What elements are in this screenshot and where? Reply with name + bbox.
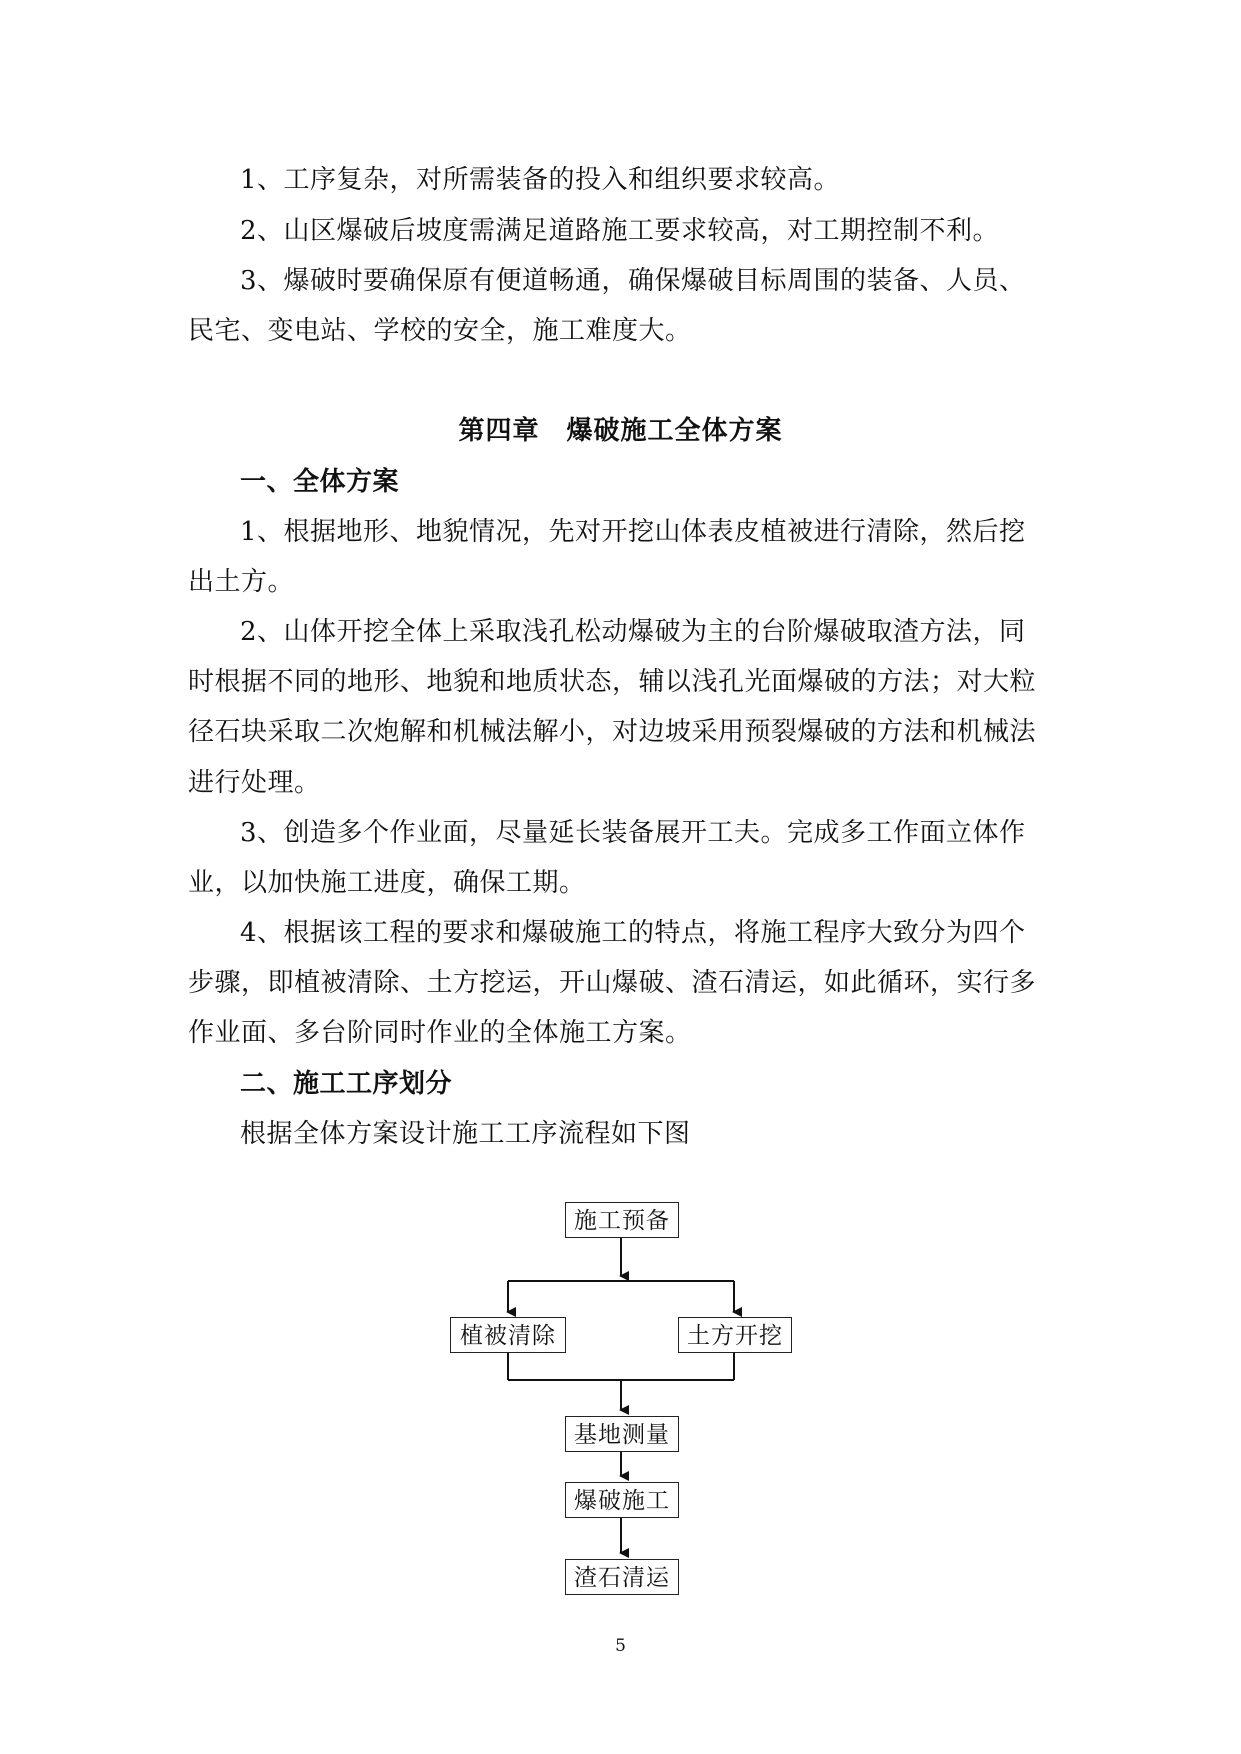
section-1-item-1-line-1: 1、根据地形、地貌情况，先对开挖山体表皮植被进行清除，然后挖 (240, 517, 1026, 547)
section-1-item-2-line-3: 径石块采取二次炮解和机械法解小，对边坡采用预裂爆破的方法和机械法 (188, 717, 1037, 747)
section-1-item-4-line-1: 4、根据该工程的要求和爆破施工的特点，将施工程序大致分为四个 (240, 918, 1026, 948)
flow-step-clear-vegetation: 植被清除 (450, 1317, 566, 1353)
flow-step-survey: 基地测量 (565, 1416, 679, 1452)
section-1-item-2-line-4: 进行处理。 (188, 768, 321, 798)
page-number: 5 (615, 1636, 626, 1656)
flow-step-prepare: 施工预备 (565, 1202, 679, 1238)
chapter-title: 第四章 爆破施工全体方案 (458, 416, 783, 446)
paragraph-3-line-2: 民宅、变电站、学校的安全，施工难度大。 (188, 316, 692, 346)
section-2-heading: 二、施工工序划分 (240, 1069, 453, 1099)
flow-step-blast: 爆破施工 (565, 1482, 679, 1518)
section-1-item-2-line-1: 2、山体开挖全体上采取浅孔松动爆破为主的台阶爆破取渣方法，同 (240, 617, 1026, 647)
section-1-item-2-line-2: 时根据不同的地形、地貌和地质状态，辅以浅孔光面爆破的方法；对大粒 (188, 667, 1037, 697)
paragraph-2: 2、山区爆破后坡度需满足道路施工要求较高，对工期控制不利。 (240, 216, 1000, 246)
section-2-intro: 根据全体方案设计施工工序流程如下图 (240, 1119, 691, 1149)
section-1-item-1-line-2: 出土方。 (188, 567, 295, 597)
flow-step-slag: 渣石清运 (565, 1559, 679, 1595)
paragraph-1: 1、工序复杂，对所需装备的投入和组织要求较高。 (240, 165, 841, 195)
flow-step-excavate: 土方开挖 (678, 1317, 792, 1353)
paragraph-3-line-1: 3、爆破时要确保原有便道畅通，确保爆破目标周围的装备、人员、 (240, 266, 1026, 296)
section-1-item-4-line-3: 作业面、多台阶同时作业的全体施工方案。 (188, 1018, 692, 1048)
section-1-item-4-line-2: 步骤，即植被清除、土方挖运，开山爆破、渣石清运，如此循环，实行多 (188, 968, 1037, 998)
section-1-item-3-line-1: 3、创造多个作业面，尽量延长装备展开工夫。完成多工作面立体作 (240, 818, 1026, 848)
section-1-item-3-line-2: 业，以加快施工进度，确保工期。 (188, 868, 586, 898)
section-1-heading: 一、全体方案 (240, 467, 400, 497)
